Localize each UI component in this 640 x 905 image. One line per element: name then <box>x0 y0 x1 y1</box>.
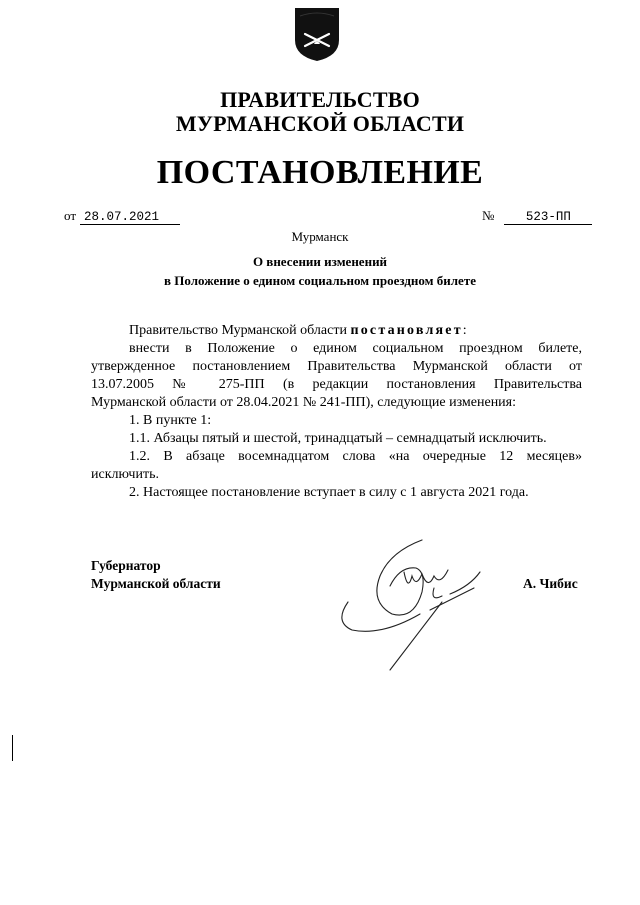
signatory-title <box>91 557 221 593</box>
coat-of-arms-icon <box>292 6 342 62</box>
number-prefix: № <box>482 208 495 223</box>
number-value: 523-ПП <box>504 210 592 225</box>
city: Мурманск <box>291 229 349 244</box>
date-prefix: от <box>64 208 77 223</box>
item-1-2-line-1: 1.2. В абзаце восемнадцатом слова «на очередные 12 месяцев» <box>129 449 582 464</box>
date-value: 28.07.2021 <box>80 210 180 225</box>
document-body <box>91 322 582 502</box>
handwritten-signature-icon <box>330 532 490 672</box>
para1-line-1: внести в Положение о едином социальном проездном билете, <box>129 341 582 356</box>
resolves-word: постановляет <box>350 323 463 338</box>
government-line-2: МУРМАНСКОЙ ОБЛАСТИ <box>175 111 465 136</box>
para1-line-2: утвержденное постановлением Правительства Мурманской области от <box>91 359 582 374</box>
number-line <box>482 207 592 225</box>
para1-line-3: 13.07.2005 № 275-ПП (в редакции постановления Правительства <box>91 377 582 392</box>
document-type-title: ПОСТАНОВЛЕНИЕ <box>156 154 484 191</box>
margin-mark <box>12 735 13 761</box>
signatory-title-line-1: Губернатор <box>91 558 161 573</box>
item-2: 2. Настоящее постановление вступает в силу с 1 августа 2021 года. <box>129 485 529 500</box>
intro-paragraph <box>91 322 582 340</box>
date-line <box>64 207 180 225</box>
item-1-2-line-2: исключить. <box>91 467 159 482</box>
item-1: 1. В пункте 1: <box>129 413 212 428</box>
intro-colon: : <box>462 323 467 338</box>
subject-line-1: О внесении изменений <box>252 254 388 269</box>
subject <box>0 252 640 290</box>
para1-line-4: Мурманской области от 28.04.2021 № 241-ПП), следующие изменения: <box>91 395 517 410</box>
item-1-1: 1.1. Абзацы пятый и шестой, тринадцатый – семнадцатый исключить. <box>129 431 547 446</box>
signatory-title-line-2: Мурманской области <box>91 576 221 591</box>
intro-text: Правительство Мурманской области <box>129 323 347 338</box>
government-heading <box>0 88 640 136</box>
government-line-1: ПРАВИТЕЛЬСТВО <box>220 87 420 112</box>
signatory-name: А. Чибис <box>523 576 578 591</box>
subject-line-2: в Положение о едином социальном проездном билете <box>164 273 476 288</box>
